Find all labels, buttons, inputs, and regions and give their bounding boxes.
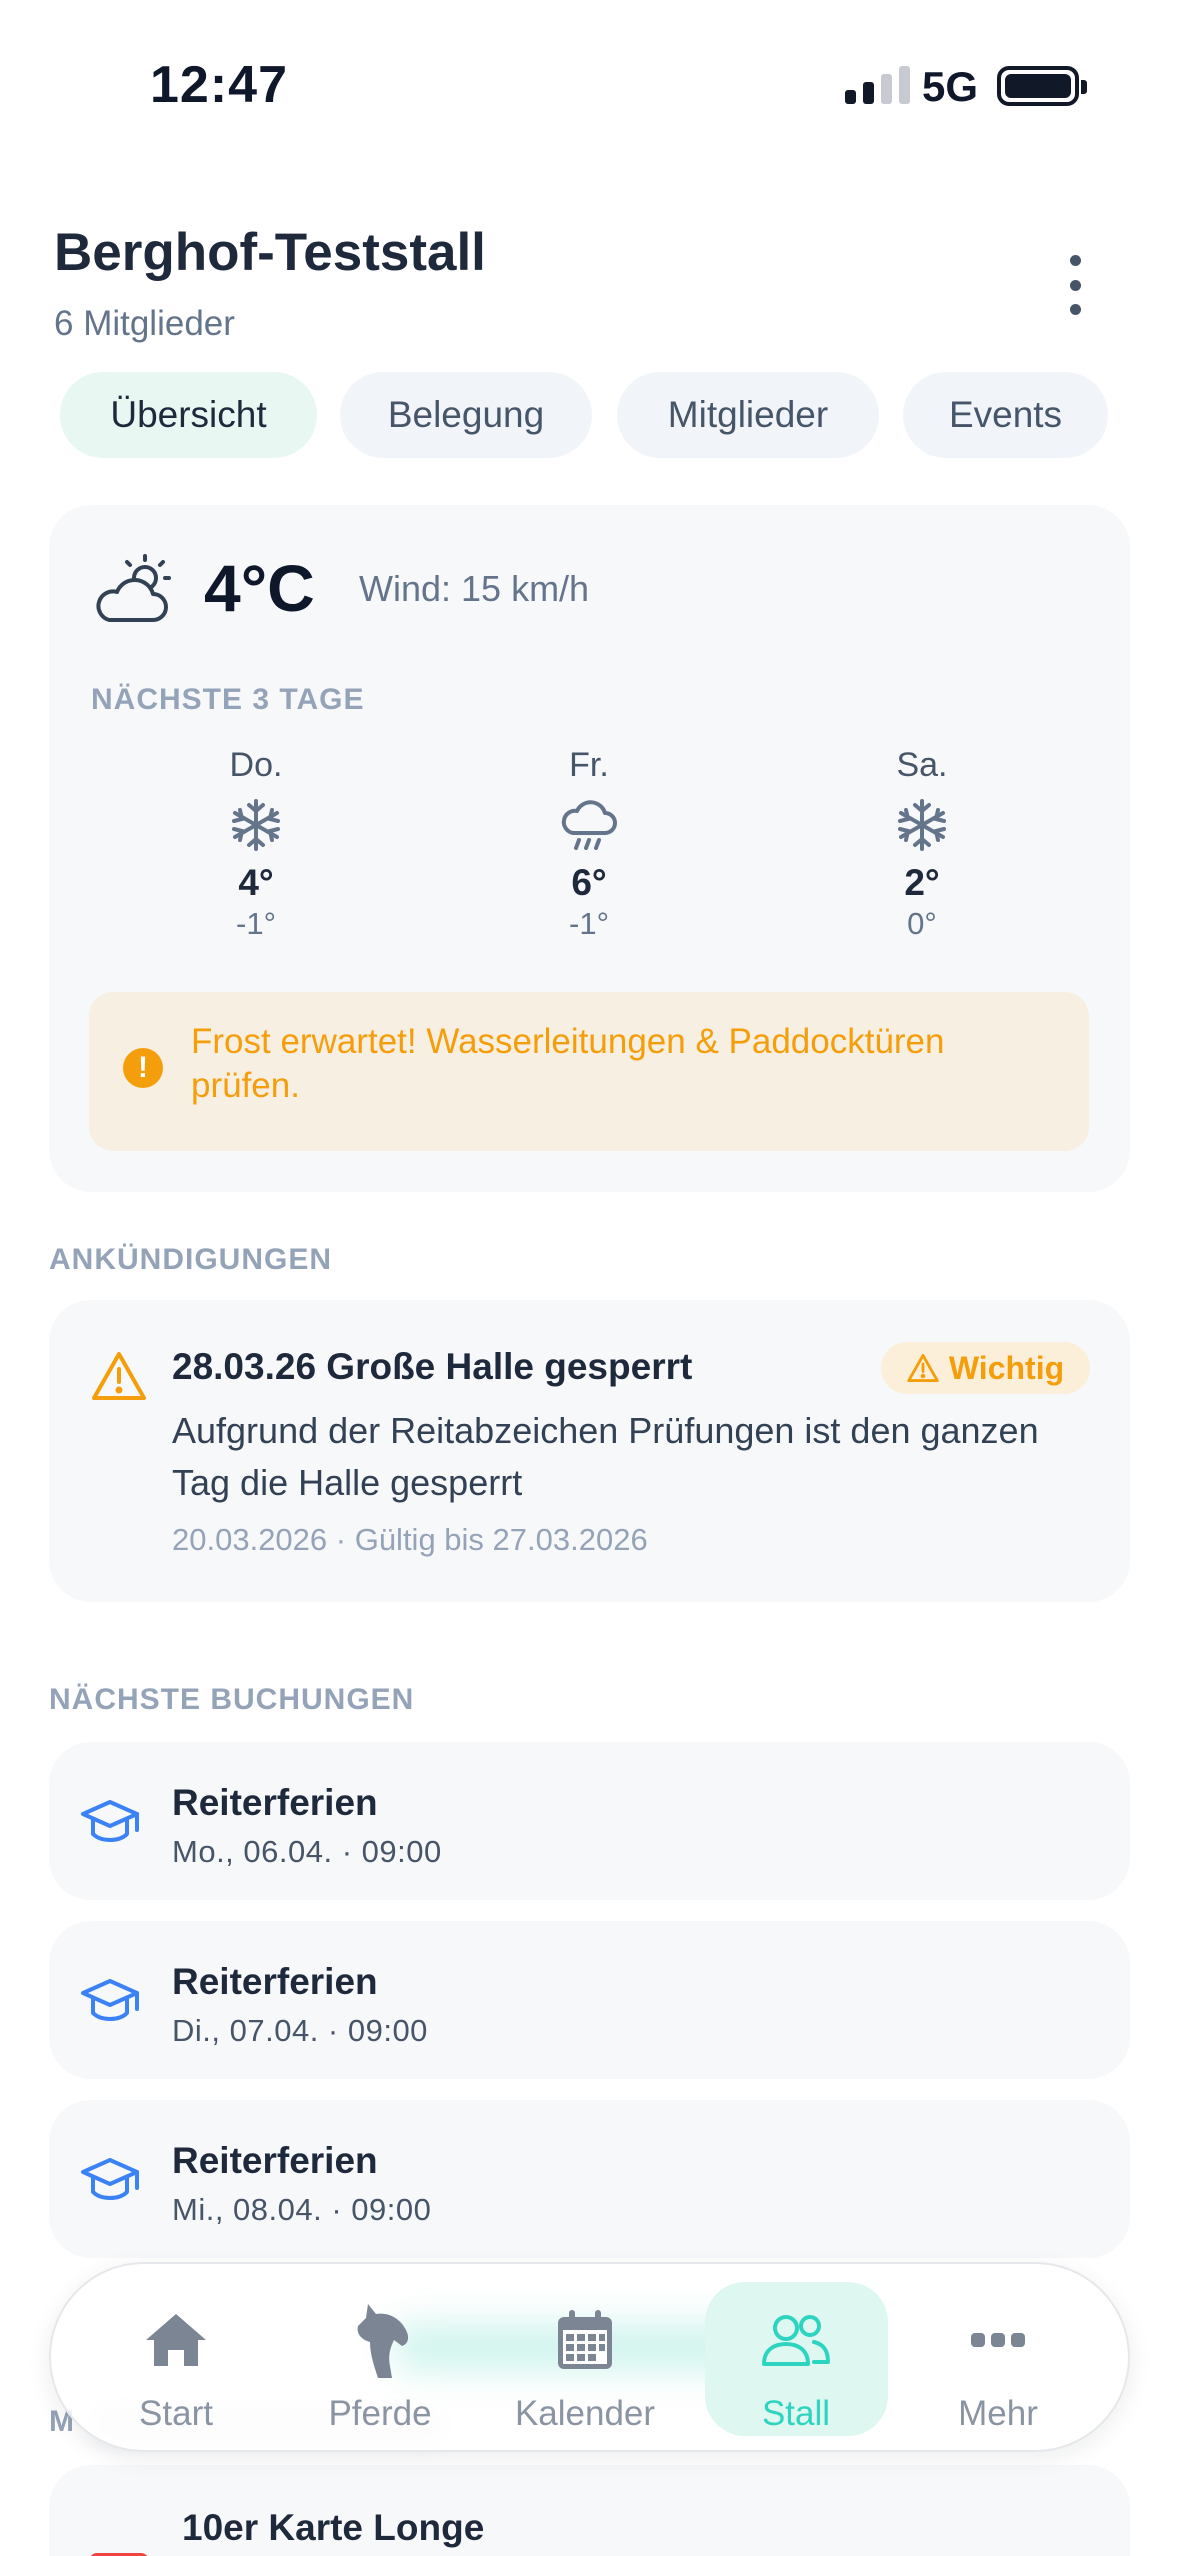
- current-temperature: 4°C: [204, 551, 315, 625]
- more-vertical-icon[interactable]: [1055, 255, 1095, 315]
- booking-item[interactable]: [49, 2100, 1130, 2258]
- status-bar: [0, 0, 1179, 150]
- forecast-high: 4°: [238, 862, 274, 903]
- announcement-body: Aufgrund der Reitabzeichen Prüfungen ist den ganzen Tag die Halle gesperrt: [172, 1410, 1039, 1503]
- partly-cloudy-icon: [87, 550, 177, 630]
- battery-icon: [997, 66, 1079, 106]
- forecast-label: NÄCHSTE 3 TAGE: [91, 683, 365, 716]
- booking-item[interactable]: [49, 1742, 1130, 1900]
- card-item[interactable]: [49, 2465, 1130, 2556]
- forecast-day-name: Sa.: [896, 746, 948, 784]
- nav-item-pferde[interactable]: [290, 2264, 470, 2454]
- frost-alert-text: Frost erwartet! Wasserleitungen & Paddocktüren prüfen.: [191, 1022, 945, 1105]
- forecast-low: 0°: [907, 906, 937, 941]
- card-title: 10er Karte Longe: [182, 2507, 485, 2548]
- nav-label: Mehr: [958, 2394, 1038, 2433]
- bookings-label: NÄCHSTE BUCHUNGEN: [49, 1683, 415, 1716]
- tab-mitglieder[interactable]: Mitglieder: [617, 372, 879, 458]
- people-icon: [760, 2312, 832, 2368]
- announcement-card[interactable]: [49, 1300, 1130, 1602]
- rain-cloud-icon: [559, 795, 619, 855]
- obscured-section-label: M: [49, 2405, 74, 2438]
- status-time: 12:47: [150, 56, 288, 114]
- exclamation-icon: !: [123, 1048, 163, 1088]
- nav-label: Stall: [761, 2394, 831, 2433]
- booking-date: Di., 07.04. · 09:00: [172, 2013, 428, 2048]
- network-label: 5G: [922, 63, 979, 110]
- forecast-day-name: Fr.: [569, 746, 609, 784]
- forecast-day: [822, 740, 1022, 942]
- graduation-cap-icon: [79, 1973, 141, 2029]
- tab-belegung[interactable]: Belegung: [340, 372, 592, 458]
- forecast-high: 2°: [904, 862, 940, 903]
- home-icon: [142, 2310, 210, 2370]
- wind-speed: Wind: 15 km/h: [359, 568, 590, 609]
- horse-icon: [348, 2300, 412, 2380]
- graduation-cap-icon: [79, 1794, 141, 1850]
- important-badge: [881, 1342, 1090, 1394]
- forecast-high: 6°: [571, 862, 607, 903]
- warning-triangle-icon: [907, 1353, 939, 1383]
- nav-label: Pferde: [328, 2394, 432, 2433]
- calendar-icon: [555, 2308, 615, 2372]
- nav-item-start[interactable]: [86, 2264, 266, 2454]
- booking-title: Reiterferien: [172, 1782, 378, 1823]
- nav-item-stall[interactable]: [706, 2264, 886, 2454]
- frost-alert: [89, 992, 1089, 1151]
- badge-label: Wichtig: [948, 1349, 1065, 1386]
- nav-label: Start: [139, 2394, 213, 2433]
- forecast-low: -1°: [569, 906, 609, 941]
- tab-uebersicht[interactable]: Übersicht: [60, 372, 317, 458]
- booking-item[interactable]: [49, 1921, 1130, 2079]
- page-title: Berghof-Teststall: [54, 223, 486, 282]
- warning-triangle-icon: [91, 1350, 147, 1402]
- tab-bar: [60, 372, 1120, 458]
- graduation-cap-icon: [79, 2152, 141, 2208]
- booking-title: Reiterferien: [172, 1961, 378, 2002]
- forecast-low: -1°: [236, 906, 276, 941]
- tab-events[interactable]: Events: [903, 372, 1108, 458]
- announcement-title: 28.03.26 Große Halle gesperrt: [172, 1346, 693, 1387]
- announcement-meta: 20.03.2026 · Gültig bis 27.03.2026: [172, 1522, 648, 1557]
- more-horizontal-icon: [969, 2330, 1027, 2350]
- forecast-day: [489, 740, 689, 942]
- forecast-day: [156, 740, 356, 942]
- nav-item-kalender[interactable]: [495, 2264, 675, 2454]
- nav-label: Kalender: [514, 2394, 656, 2433]
- booking-title: Reiterferien: [172, 2140, 378, 2181]
- booking-date: Mo., 06.04. · 09:00: [172, 1834, 442, 1869]
- announcements-label: ANKÜNDIGUNGEN: [49, 1243, 332, 1276]
- nav-item-mehr[interactable]: [908, 2264, 1088, 2454]
- snowflake-icon: [228, 797, 284, 853]
- bottom-navigation: [49, 2262, 1130, 2452]
- booking-date: Mi., 08.04. · 09:00: [172, 2192, 432, 2227]
- forecast-day-name: Do.: [229, 746, 283, 784]
- weather-card: [49, 505, 1130, 1192]
- member-count: 6 Mitglieder: [54, 304, 235, 343]
- signal-icon: [845, 64, 910, 104]
- snowflake-icon: [894, 797, 950, 853]
